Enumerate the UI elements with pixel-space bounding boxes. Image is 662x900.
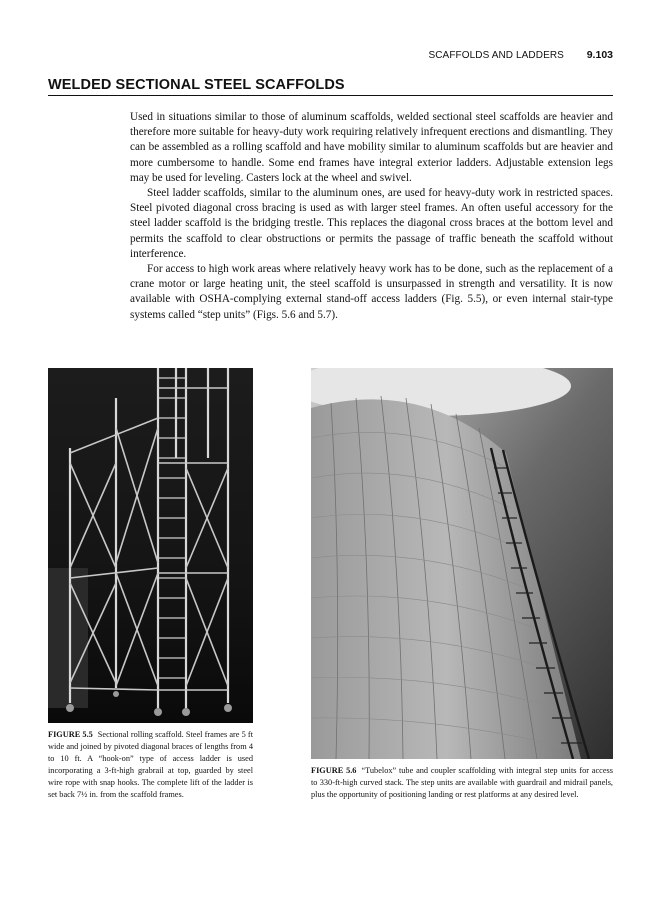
paragraph-1: Used in situations similar to those of aluminum scaffolds, welded sectional steel scaffolds are heavier and therefore more suitable for heavy-duty work requiring relatively infrequent erections and dismantling. They can be assembled as a rolling scaffold and have mobility similar to aluminum scaffolds but are heavier and more cumbersome to handle. Some end frames have integral exterior ladders. Adjustable extension legs may be used for leveling. Casters lock at the wheel and swivel.	[130, 111, 613, 184]
figure-5-6-caption-text: “Tubelox” tube and coupler scaffolding with integral step units for access to 330-ft-high curved stack. The step units are available with guardrail and midrail panels, plus the opportunity of positioning landing or rest platforms at any desired level.	[311, 766, 613, 799]
figure-5-5-photo	[48, 368, 253, 723]
figure-5-5-caption-text: Sectional rolling scaffold. Steel frames are 5 ft wide and joined by pivoted diagonal braces of lengths from 4 to 10 ft. A “hook-on” type of access ladder is used incorporating a 3-ft-high grabrail at top, guarded by steel wire rope with snap hooks. The complete lift of the ladder is set back 7½ in. from the scaffold frames.	[48, 730, 254, 799]
section-rule	[48, 95, 613, 96]
figure-5-5-caption	[48, 729, 253, 800]
figure-5-5-label: FIGURE 5.5	[48, 730, 93, 739]
paragraph-3: For access to high work areas where relatively heavy work has to be done, such as the replacement of a crane motor or large heating unit, the steel scaffold is unsurpassed in strength and versatility. It is now available with OSHA-complying external stand-off access ladders (Fig. 5.5), or even internal stair-type systems called “step units” (Figs. 5.6 and 5.7).	[130, 263, 613, 321]
section-title: WELDED SECTIONAL STEEL SCAFFOLDS	[48, 77, 345, 93]
paragraph-2: Steel ladder scaffolds, similar to the aluminum ones, are used for heavy-duty work in restricted spaces. Steel pivoted diagonal cross bracing is used as with larger steel frames. An often useful accessory for the steel ladder scaffold is the bridging trestle. This replaces the diagonal cross braces at the bottom level and permits the scaffold to clear obstructions or permits the passage of traffic beneath the scaffold without interference.	[130, 187, 613, 260]
cooling-stack-photo	[311, 368, 613, 759]
figure-5-6-caption	[311, 765, 613, 801]
figure-5-6-photo	[311, 368, 613, 759]
rolling-scaffold-photo	[48, 368, 253, 723]
running-head-section: SCAFFOLDS AND LADDERS	[428, 50, 564, 61]
page-number: 9.103	[586, 49, 613, 61]
body-text	[130, 110, 613, 323]
figure-5-6-label: FIGURE 5.6	[311, 766, 357, 775]
running-head	[428, 49, 613, 61]
